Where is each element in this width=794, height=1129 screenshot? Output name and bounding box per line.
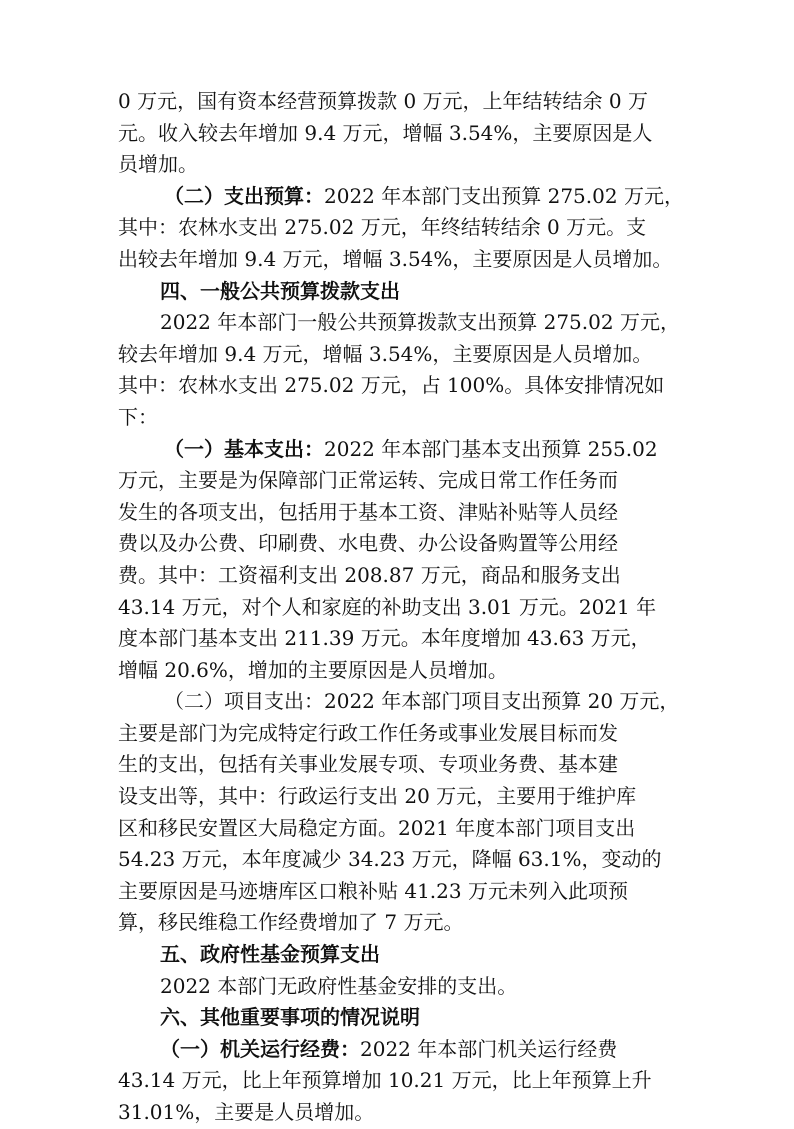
subsection-heading: （二）支出预算： xyxy=(164,183,324,208)
paragraph-line: 员增加。 xyxy=(118,152,198,177)
paragraph-line: 较去年增加 9.4 万元，增幅 3.54%，主要原因是人员增加。 xyxy=(118,341,653,366)
paragraph-line: 元。收入较去年增加 9.4 万元，增幅 3.54%，主要原因是人 xyxy=(118,120,653,145)
paragraph-line: 设支出等，其中：行政运行支出 20 万元，主要用于维护库 xyxy=(118,784,637,809)
paragraph-line: 2022 本部门无政府性基金安排的支出。 xyxy=(160,973,518,998)
subsection-text: 2022 年本部门机关运行经费 xyxy=(360,1036,618,1061)
paragraph-line: 下： xyxy=(118,404,158,429)
subsection-heading: （一）机关运行经费： xyxy=(160,1036,360,1061)
paragraph-line: 区和移民安置区大局稳定方面。2021 年度本部门项目支出 xyxy=(118,815,636,840)
paragraph-line: 算，移民维稳工作经费增加了 7 万元。 xyxy=(118,910,464,935)
paragraph-line: 出较去年增加 9.4 万元，增幅 3.54%，主要原因是人员增加。 xyxy=(118,246,673,271)
paragraph-line: 发生的各项支出，包括用于基本工资、津贴补贴等人员经 xyxy=(118,499,618,524)
paragraph-line: 主要是部门为完成特定行政工作任务或事业发展目标而发 xyxy=(118,720,618,745)
paragraph-line: 生的支出，包括有关事业发展专项、专项业务费、基本建 xyxy=(118,752,618,777)
section-heading: 四、一般公共预算拨款支出 xyxy=(160,278,400,303)
paragraph-line: （二）项目支出：2022 年本部门项目支出预算 20 万元， xyxy=(164,689,680,714)
paragraph-line: 43.14 万元，对个人和家庭的补助支出 3.01 万元。2021 年 xyxy=(118,594,657,619)
subsection-text: 2022 年本部门支出预算 275.02 万元， xyxy=(324,183,684,208)
document-page xyxy=(118,86,688,1129)
paragraph-line: 主要原因是马迹塘库区口粮补贴 41.23 万元未列入此项预 xyxy=(118,878,628,903)
paragraph-line: 2022 年本部门一般公共预算拨款支出预算 275.02 万元， xyxy=(160,310,680,335)
paragraph-line: 0 万元，国有资本经营预算拨款 0 万元，上年结转结余 0 万 xyxy=(118,89,648,113)
subsection-heading: （一）基本支出： xyxy=(164,436,324,461)
section-heading: 五、政府性基金预算支出 xyxy=(160,942,380,967)
paragraph-line: 度本部门基本支出 211.39 万元。本年度增加 43.63 万元， xyxy=(118,626,651,651)
paragraph-line: 费。其中：工资福利支出 208.87 万元，商品和服务支出 xyxy=(118,562,621,587)
subsection-text: 2022 年本部门基本支出预算 255.02 xyxy=(324,436,658,461)
paragraph-line: 43.14 万元，比上年预算增加 10.21 万元，比上年预算上升 xyxy=(118,1068,652,1093)
paragraph-line: 其中：农林水支出 275.02 万元，年终结转结余 0 万元。支 xyxy=(118,215,647,240)
paragraph-line: 万元，主要是为保障部门正常运转、完成日常工作任务而 xyxy=(118,468,618,493)
paragraph-line: 增幅 20.6%，增加的主要原因是人员增加。 xyxy=(118,657,508,682)
subsection-line xyxy=(118,1034,688,1066)
paragraph-line: 其中：农林水支出 275.02 万元，占 100%。具体安排情况如 xyxy=(118,373,665,398)
section-heading: 六、其他重要事项的情况说明 xyxy=(160,1005,420,1030)
paragraph-line: 费以及办公费、印刷费、水电费、办公设备购置等公用经 xyxy=(118,531,618,556)
paragraph-line: 31.01%，主要是人员增加。 xyxy=(118,1100,375,1124)
paragraph-line: 54.23 万元，本年度减少 34.23 万元，降幅 63.1%，变动的 xyxy=(118,847,662,872)
subsection-line xyxy=(118,434,688,466)
subsection-line xyxy=(118,181,688,213)
